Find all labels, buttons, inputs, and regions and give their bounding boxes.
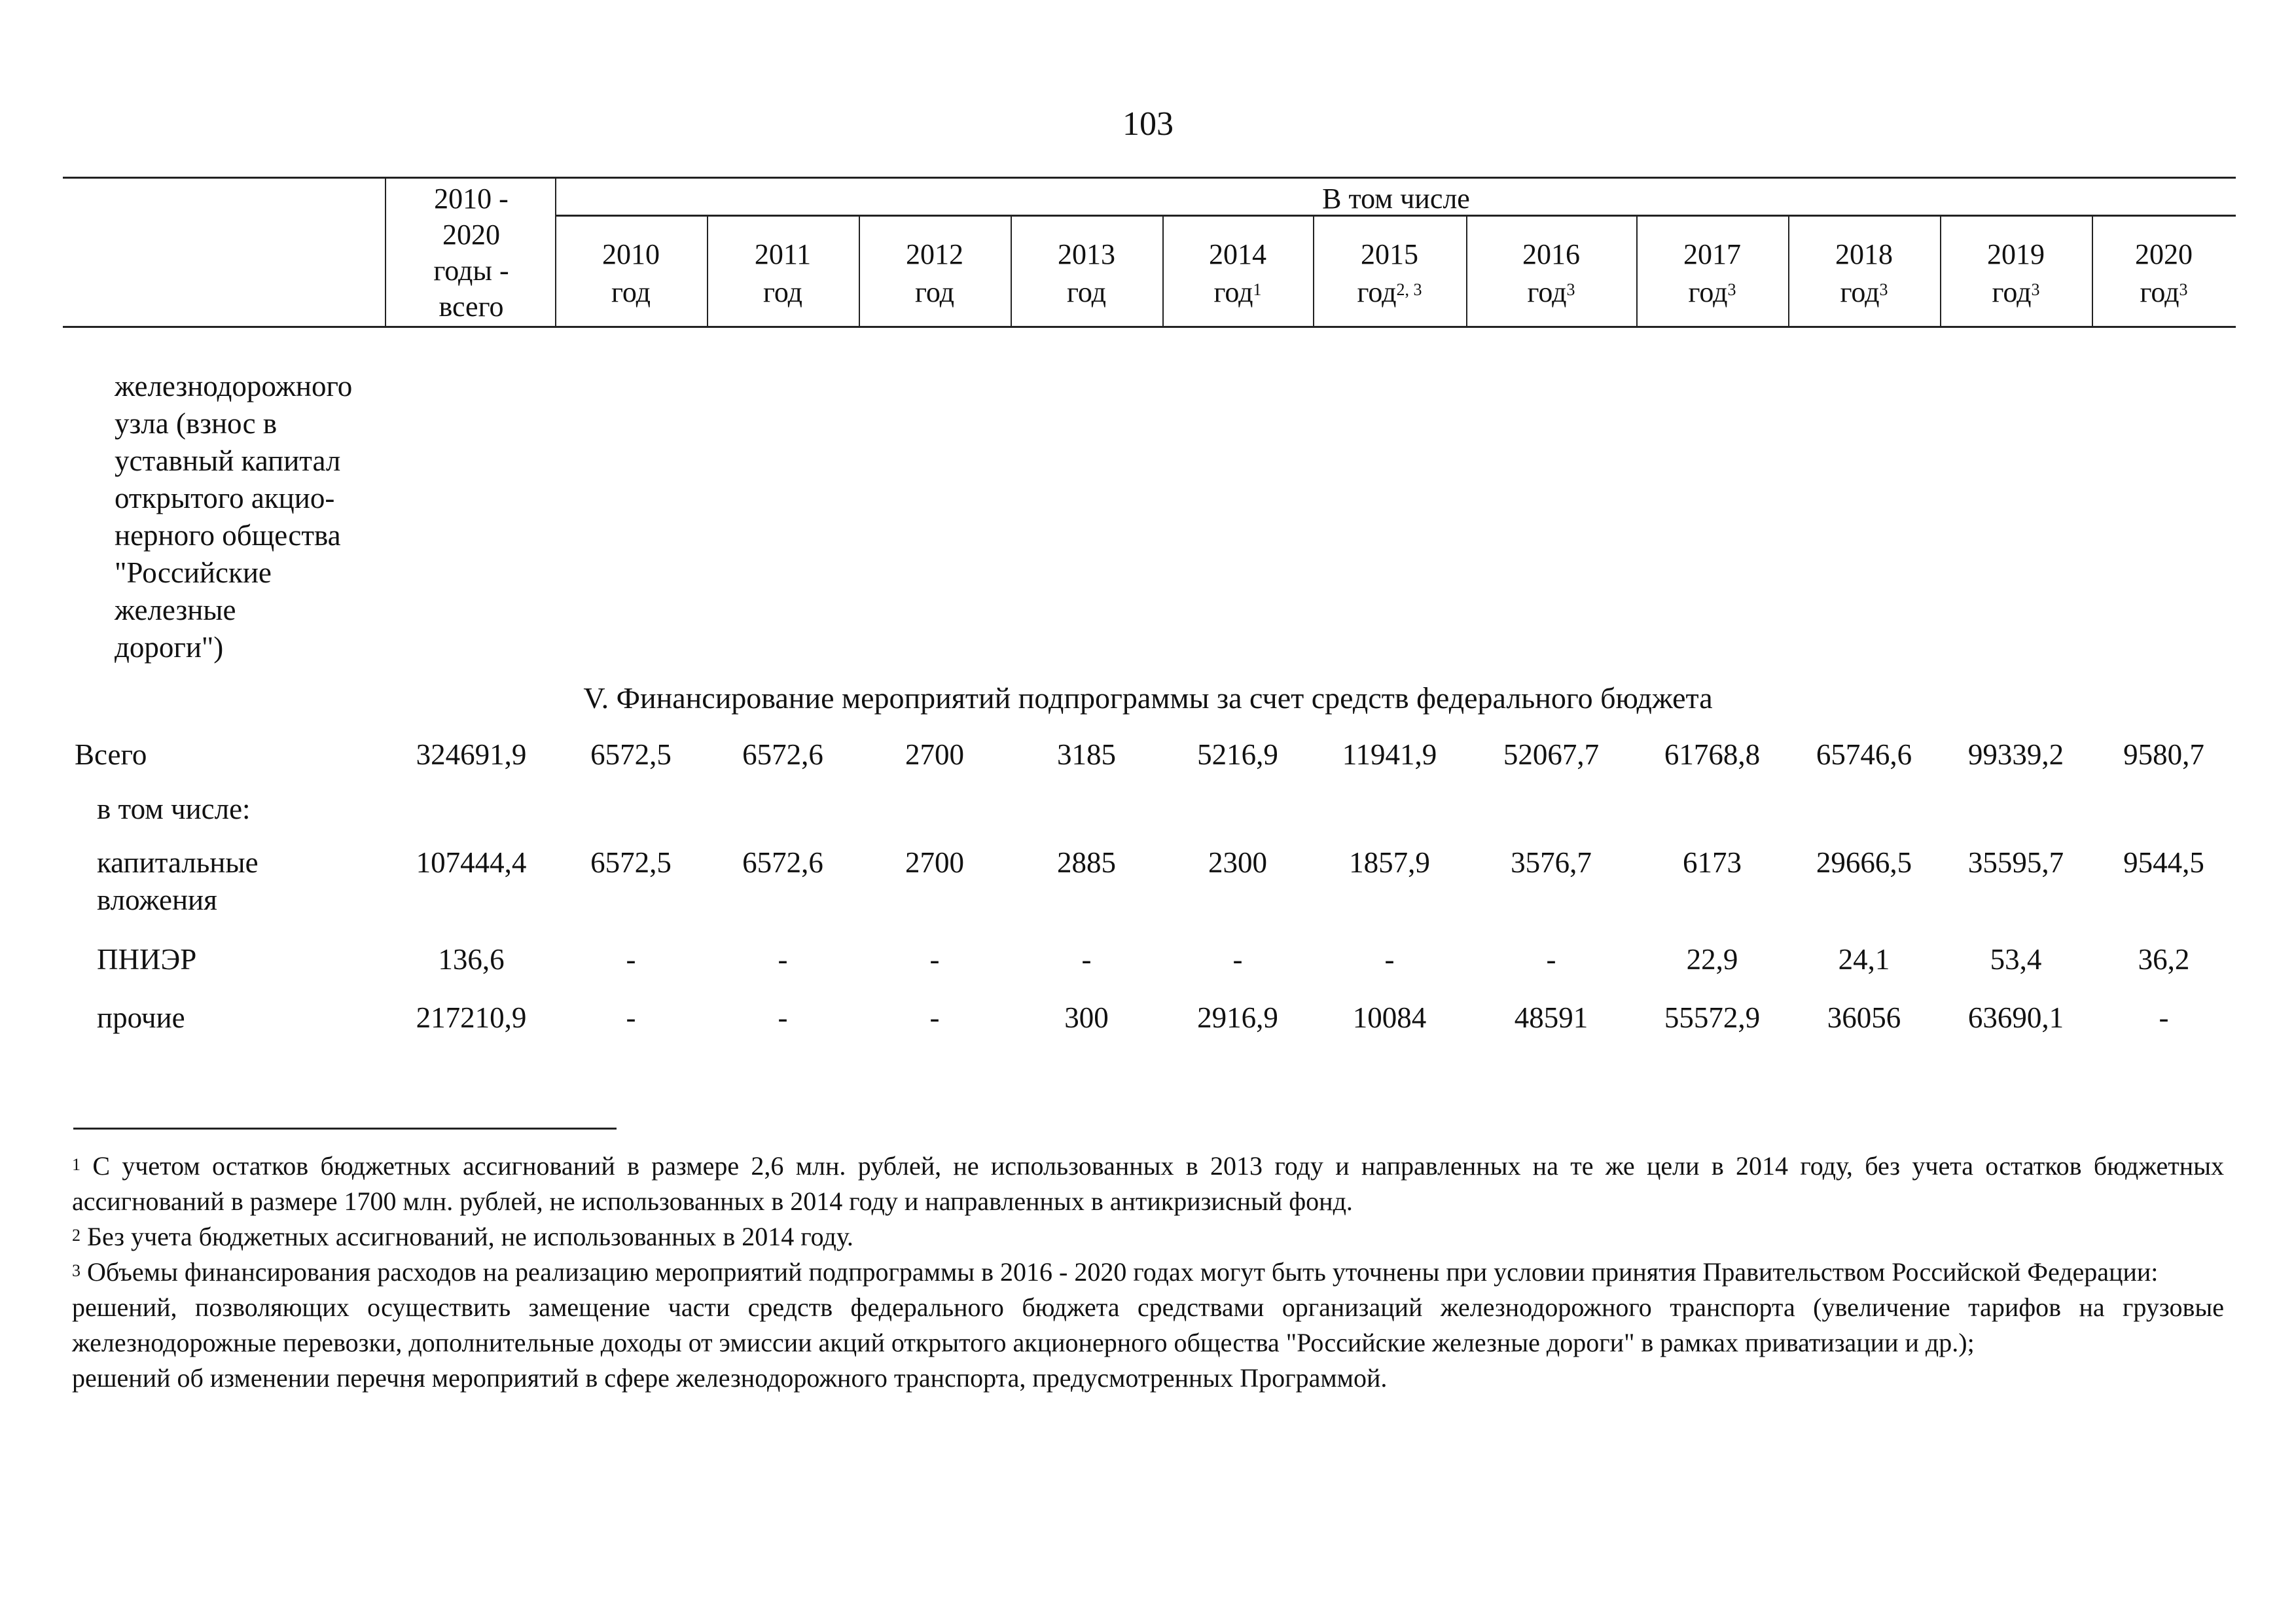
row-value-cell: -	[778, 1001, 788, 1034]
footnote-text: решений, позволяющих осуществить замещение части средств федерального бюджета средствами организаций железнодорожного транспорта (увеличение тарифов на грузовые железнодорожные перевозки, дополнительные доходы от эмиссии акций открытого акционерного общества "Российские железные дороги" в рамках приватизации и др.);	[72, 1293, 2224, 1357]
footnote-mark: 3	[72, 1261, 81, 1280]
row-label: ПНИЭР	[97, 943, 197, 976]
group-header: В том числе	[1322, 183, 1470, 215]
year-header-2010	[555, 236, 707, 312]
year-label: 2019	[1987, 238, 2045, 270]
footnote	[72, 1255, 2224, 1290]
footnote-mark: 3	[2031, 280, 2040, 299]
footnote-text: Без учета бюджетных ассигнований, не использованных в 2014 году.	[87, 1222, 853, 1251]
year-header-2016	[1466, 236, 1636, 312]
year-header-2011	[707, 236, 859, 312]
row-value-cell: 48591	[1514, 1001, 1588, 1034]
year-label: 2014	[1209, 238, 1266, 270]
header-separator	[1466, 215, 1467, 327]
total-column-header: 2010 - 2020 годы - всего	[433, 183, 509, 323]
footnote-text: С учетом остатков бюджетных ассигнований в размере 2,6 млн. рублей, не использованных в 2013 году и направленных на те же цели в 2014 году, без учета остатков бюджетных ассигнований в размере 1700 млн. рублей, не использованных в 2014 году и направленных в антикризисный фонд.	[72, 1151, 2225, 1216]
row-value-cell: -	[2159, 1001, 2169, 1034]
row-value-cell: -	[1081, 943, 1092, 976]
footnote-mark: 2, 3	[1396, 280, 1422, 299]
footnote	[72, 1149, 2224, 1219]
row-value-cell: 61768,8	[1664, 738, 1761, 771]
year-label: 2010	[602, 238, 660, 270]
header-separator	[707, 215, 708, 327]
year-unit: год	[1688, 276, 1728, 308]
year-header-2020	[2092, 236, 2236, 312]
row-value-cell: -	[1546, 943, 1556, 976]
year-label: 2015	[1361, 238, 1418, 270]
row-value-cell: 3576,7	[1511, 846, 1592, 879]
footnotes	[72, 1149, 2224, 1396]
header-separator	[1313, 215, 1314, 327]
row-value-cell: 53,4	[1990, 943, 2042, 976]
year-header-2019	[1940, 236, 2092, 312]
year-header-2017	[1636, 236, 1788, 312]
row-value-cell: 11941,9	[1342, 738, 1437, 771]
footnote-text: Объемы финансирования расходов на реализацию мероприятий подпрограммы в 2016 - 2020 годах могут быть уточнены при условии принятия Правительством Российской Федерации:	[87, 1257, 2159, 1287]
row-value-cell: -	[929, 1001, 940, 1034]
year-header-2013	[1011, 236, 1162, 312]
row-value-cell: 2916,9	[1197, 1001, 1278, 1034]
footnote-mark: 2	[72, 1226, 81, 1245]
footnote-text: решений об изменении перечня мероприятий в сфере железнодорожного транспорта, предусмотренных Программой.	[72, 1363, 1388, 1393]
year-label: 2012	[906, 238, 963, 270]
row-value-cell: 22,9	[1686, 943, 1738, 976]
header-separator	[385, 177, 386, 327]
year-unit: год	[914, 276, 955, 308]
row-value-cell: 10084	[1352, 1001, 1427, 1034]
row-value-cell: 2700	[905, 846, 964, 879]
row-value-cell: 9544,5	[2123, 846, 2204, 879]
year-label: 2016	[1522, 238, 1580, 270]
row-value-cell: -	[1232, 943, 1243, 976]
row-value-cell: 6572,5	[590, 846, 672, 879]
footnote-mark: 3	[1727, 280, 1736, 299]
header-separator	[1636, 215, 1638, 327]
row-value-cell: 65746,6	[1816, 738, 1912, 771]
row-value-cell: 3185	[1057, 738, 1116, 771]
footnote-mark: 1	[1253, 280, 1262, 299]
row-value-cell: 63690,1	[1967, 1001, 2064, 1034]
year-unit: год	[1066, 276, 1107, 308]
row-value-cell: 6572,6	[742, 846, 823, 879]
header-separator	[1788, 215, 1789, 327]
year-unit: год	[1213, 276, 1253, 308]
row-label: капитальные вложения	[97, 846, 259, 916]
year-unit: год	[1992, 276, 2032, 308]
row-value-cell: -	[626, 943, 636, 976]
year-label: 2013	[1058, 238, 1115, 270]
header-separator	[2092, 215, 2093, 327]
row-value-cell: 99339,2	[1967, 738, 2064, 771]
row-value-cell: 300	[1064, 1001, 1109, 1034]
year-header-2015	[1313, 236, 1466, 312]
row-value-cell: 29666,5	[1816, 846, 1912, 879]
header-separator	[1011, 215, 1012, 327]
year-unit: год	[762, 276, 803, 308]
row-value-cell: 36056	[1827, 1001, 1901, 1034]
year-header-2018	[1788, 236, 1940, 312]
page-number: 103	[1122, 105, 1174, 143]
row-total-cell: 136,6	[438, 943, 505, 976]
row-value-cell: 5216,9	[1197, 738, 1278, 771]
row-label: прочие	[97, 1001, 185, 1034]
footnote-mark: 3	[1566, 280, 1575, 299]
row-value-cell: 9580,7	[2123, 738, 2204, 771]
row-value-cell: 2885	[1057, 846, 1116, 879]
footnote	[72, 1290, 2224, 1361]
row-total-cell: 217210,9	[416, 1001, 527, 1034]
header-separator	[1162, 215, 1164, 327]
year-label: 2017	[1683, 238, 1741, 270]
year-unit: год	[1840, 276, 1880, 308]
continued-row-label: железнодорожного узла (взнос в уставный капитал открытого акцио- нерного общества "Российские железные дороги")	[115, 370, 353, 664]
header-separator	[555, 177, 556, 327]
year-unit: год	[1527, 276, 1567, 308]
section-title: V. Финансирование мероприятий подпрограммы за счет средств федерального бюджета	[583, 681, 1713, 715]
row-total-cell: 324691,9	[416, 738, 527, 771]
row-value-cell: 52067,7	[1503, 738, 1600, 771]
row-value-cell: 6572,6	[742, 738, 823, 771]
year-unit: год	[1357, 276, 1397, 308]
year-header-2014	[1162, 236, 1313, 312]
row-value-cell: 6572,5	[590, 738, 672, 771]
row-total-cell: 107444,4	[416, 846, 527, 879]
row-value-cell: -	[778, 943, 788, 976]
row-value-cell: -	[1384, 943, 1395, 976]
row-value-cell: 2700	[905, 738, 964, 771]
row-label: Всего	[75, 738, 147, 771]
row-value-cell: 36,2	[2138, 943, 2190, 976]
footnote	[72, 1219, 2224, 1255]
row-value-cell: -	[626, 1001, 636, 1034]
year-header-2012	[859, 236, 1011, 312]
footnote-rule	[73, 1128, 617, 1130]
table-top-rule	[63, 177, 2236, 179]
year-unit: год	[2140, 276, 2179, 308]
row-value-cell: 1857,9	[1349, 846, 1430, 879]
year-label: 2018	[1835, 238, 1893, 270]
row-value-cell: 6173	[1683, 846, 1742, 879]
row-value-cell: 35595,7	[1967, 846, 2064, 879]
year-label: 2011	[754, 238, 812, 270]
row-value-cell: 2300	[1208, 846, 1267, 879]
footnote-mark: 3	[1879, 280, 1888, 299]
year-label: 2020	[2135, 238, 2193, 270]
table-header-bottom-rule	[63, 326, 2236, 328]
row-label: в том числе:	[97, 793, 251, 825]
header-separator	[1940, 215, 1941, 327]
footnote	[72, 1361, 2224, 1396]
year-unit: год	[611, 276, 651, 308]
row-value-cell: 55572,9	[1664, 1001, 1761, 1034]
footnote-mark: 3	[2179, 280, 2188, 299]
row-value-cell: -	[929, 943, 940, 976]
header-separator	[859, 215, 860, 327]
footnote-mark: 1	[72, 1155, 81, 1174]
row-value-cell: 24,1	[1838, 943, 1890, 976]
